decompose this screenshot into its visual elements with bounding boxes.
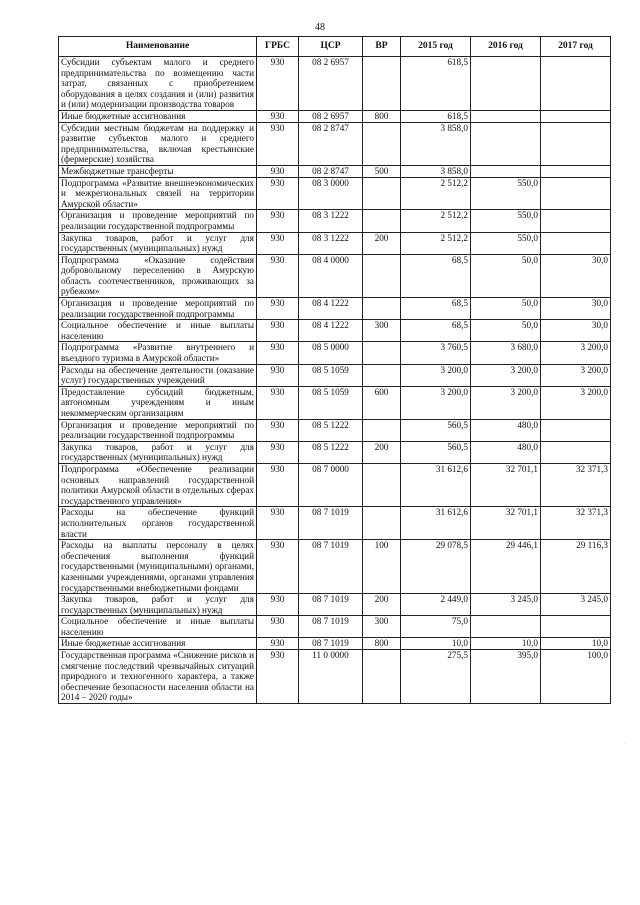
cell-2015: 2 512,2 (401, 177, 471, 210)
cell-grbs: 930 (257, 342, 299, 364)
cell-vr: 200 (363, 232, 401, 254)
table-row (59, 650, 611, 704)
cell-2015: 68,5 (401, 298, 471, 320)
cell-name: Субсидии субъектам малого и среднего предпринимательства по возмещению части затрат, связанных с приобретением оборудования в целях создания и (или) развития и (или) модернизации производства товаров (59, 57, 257, 111)
cell-2015: 618,5 (401, 110, 471, 122)
cell-vr: 100 (363, 540, 401, 594)
cell-2017 (541, 165, 611, 177)
cell-2016: 550,0 (471, 177, 541, 210)
header-2015: 2015 год (401, 37, 471, 57)
cell-2015: 3 200,0 (401, 386, 471, 419)
cell-csr: 08 2 6957 (299, 110, 363, 122)
cell-grbs: 930 (257, 463, 299, 506)
cell-name: Иные бюджетные ассигнования (59, 110, 257, 122)
budget-table (58, 36, 611, 704)
cell-2017: 29 116,3 (541, 540, 611, 594)
table-row (59, 320, 611, 342)
cell-2015: 3 858,0 (401, 122, 471, 165)
cell-name: Иные бюджетные ассигнования (59, 638, 257, 650)
cell-name: Закупка товаров, работ и услуг для государственных (муниципальных) нужд (59, 232, 257, 254)
cell-vr: 800 (363, 638, 401, 650)
cell-2015: 275,5 (401, 650, 471, 704)
table-row (59, 594, 611, 616)
cell-vr (363, 650, 401, 704)
cell-vr (363, 342, 401, 364)
cell-grbs: 930 (257, 177, 299, 210)
header-name: Наименование (59, 37, 257, 57)
cell-2017: 32 371,3 (541, 507, 611, 540)
cell-grbs: 930 (257, 507, 299, 540)
cell-csr: 08 3 0000 (299, 177, 363, 210)
table-row (59, 463, 611, 506)
cell-grbs: 930 (257, 594, 299, 616)
cell-2017: 3 200,0 (541, 386, 611, 419)
cell-grbs: 930 (257, 110, 299, 122)
cell-2015: 75,0 (401, 616, 471, 638)
table-row (59, 386, 611, 419)
cell-csr: 08 7 1019 (299, 540, 363, 594)
cell-name: Организация и проведение мероприятий по реализации государственной подпрограммы (59, 419, 257, 441)
cell-vr (363, 364, 401, 386)
cell-name: Закупка товаров, работ и услуг для государственных (муниципальных) нужд (59, 594, 257, 616)
cell-vr (363, 298, 401, 320)
cell-name: Подпрограмма «Обеспечение реализации основных направлений государственной политики Амурской области в отдельных сферах государственного управления» (59, 463, 257, 506)
cell-2017: 30,0 (541, 320, 611, 342)
cell-2017: 3 200,0 (541, 364, 611, 386)
cell-2017: 3 245,0 (541, 594, 611, 616)
table-body (59, 57, 611, 704)
cell-grbs: 930 (257, 364, 299, 386)
table-row (59, 616, 611, 638)
cell-csr: 11 0 0000 (299, 650, 363, 704)
cell-vr (363, 57, 401, 111)
cell-2015: 2 512,2 (401, 210, 471, 232)
cell-grbs: 930 (257, 650, 299, 704)
cell-2016: 3 680,0 (471, 342, 541, 364)
cell-2015: 31 612,6 (401, 463, 471, 506)
cell-vr (363, 122, 401, 165)
cell-2017 (541, 616, 611, 638)
cell-2015: 68,5 (401, 254, 471, 297)
cell-name: Закупка товаров, работ и услуг для государственных (муниципальных) нужд (59, 441, 257, 463)
cell-grbs: 930 (257, 616, 299, 638)
cell-2016 (471, 57, 541, 111)
table-row (59, 419, 611, 441)
cell-name: Подпрограмма «Оказание содействия добровольному переселению в Амурскую область соотечественников, проживающих за рубежом» (59, 254, 257, 297)
cell-grbs: 930 (257, 638, 299, 650)
cell-grbs: 930 (257, 122, 299, 165)
cell-2016: 480,0 (471, 441, 541, 463)
cell-csr: 08 5 1059 (299, 364, 363, 386)
cell-2015: 560,5 (401, 441, 471, 463)
cell-2017 (541, 122, 611, 165)
cell-grbs: 930 (257, 441, 299, 463)
cell-2015: 29 078,5 (401, 540, 471, 594)
cell-csr: 08 7 1019 (299, 507, 363, 540)
cell-csr: 08 3 1222 (299, 210, 363, 232)
cell-2016: 50,0 (471, 298, 541, 320)
cell-vr: 300 (363, 320, 401, 342)
cell-2016: 3 245,0 (471, 594, 541, 616)
cell-2015: 68,5 (401, 320, 471, 342)
cell-2016: 480,0 (471, 419, 541, 441)
page-number: 48 (315, 22, 325, 33)
table-row (59, 298, 611, 320)
cell-grbs: 930 (257, 298, 299, 320)
cell-2016: 50,0 (471, 320, 541, 342)
cell-2016 (471, 110, 541, 122)
cell-2016: 550,0 (471, 210, 541, 232)
cell-2016: 32 701,1 (471, 507, 541, 540)
cell-2016: 29 446,1 (471, 540, 541, 594)
cell-grbs: 930 (257, 165, 299, 177)
table-row (59, 507, 611, 540)
table-row (59, 540, 611, 594)
cell-csr: 08 3 1222 (299, 232, 363, 254)
cell-name: Подпрограмма «Развитие внешнеэкономических и межрегиональных связей на территории Амурской области» (59, 177, 257, 210)
cell-grbs: 930 (257, 320, 299, 342)
cell-2016: 3 200,0 (471, 386, 541, 419)
cell-grbs: 930 (257, 210, 299, 232)
cell-name: Межбюджетные трансферты (59, 165, 257, 177)
table-row (59, 342, 611, 364)
cell-csr: 08 7 1019 (299, 638, 363, 650)
cell-2017: 32 371,3 (541, 463, 611, 506)
cell-2017 (541, 419, 611, 441)
cell-csr: 08 7 1019 (299, 594, 363, 616)
cell-2017: 100,0 (541, 650, 611, 704)
table-row (59, 254, 611, 297)
cell-name: Подпрограмма «Развитие внутреннего и въездного туризма в Амурской области» (59, 342, 257, 364)
cell-csr: 08 4 1222 (299, 320, 363, 342)
header-grbs: ГРБС (257, 37, 299, 57)
cell-vr (363, 177, 401, 210)
cell-2015: 10,0 (401, 638, 471, 650)
cell-csr: 08 7 1019 (299, 616, 363, 638)
cell-2016: 10,0 (471, 638, 541, 650)
cell-name: Расходы на выплаты персоналу в целях обеспечения выполнения функций государственными (муниципальными) органами, казенными учреждениями, органами управления государственными внебюджетными фондами (59, 540, 257, 594)
cell-2017 (541, 57, 611, 111)
cell-2017: 30,0 (541, 298, 611, 320)
cell-name: Социальное обеспечение и иные выплаты населению (59, 320, 257, 342)
cell-name: Социальное обеспечение и иные выплаты населению (59, 616, 257, 638)
table-row (59, 638, 611, 650)
cell-vr: 600 (363, 386, 401, 419)
cell-vr (363, 254, 401, 297)
cell-grbs: 930 (257, 386, 299, 419)
table-header-row (59, 37, 611, 57)
cell-2016 (471, 122, 541, 165)
margin-mark: · (624, 740, 627, 748)
cell-2015: 2 449,0 (401, 594, 471, 616)
cell-2015: 560,5 (401, 419, 471, 441)
cell-2016: 3 200,0 (471, 364, 541, 386)
cell-vr (363, 210, 401, 232)
cell-2017 (541, 177, 611, 210)
cell-vr (363, 463, 401, 506)
table-row (59, 57, 611, 111)
cell-csr: 08 2 6957 (299, 57, 363, 111)
cell-2017 (541, 210, 611, 232)
table-row (59, 122, 611, 165)
cell-csr: 08 5 1222 (299, 441, 363, 463)
cell-csr: 08 5 1222 (299, 419, 363, 441)
table-row (59, 232, 611, 254)
cell-name: Предоставление субсидий бюджетным, автономным учреждениям и иным некоммерческим организациям (59, 386, 257, 419)
cell-csr: 08 2 8747 (299, 122, 363, 165)
cell-2015: 2 512,2 (401, 232, 471, 254)
cell-csr: 08 2 8747 (299, 165, 363, 177)
cell-vr (363, 507, 401, 540)
cell-2015: 3 760,5 (401, 342, 471, 364)
cell-2017 (541, 441, 611, 463)
header-2017: 2017 год (541, 37, 611, 57)
cell-2015: 31 612,6 (401, 507, 471, 540)
cell-2016: 550,0 (471, 232, 541, 254)
cell-csr: 08 7 0000 (299, 463, 363, 506)
cell-vr: 300 (363, 616, 401, 638)
cell-2017: 30,0 (541, 254, 611, 297)
cell-name: Расходы на обеспечение деятельности (оказание услуг) государственных учреждений (59, 364, 257, 386)
cell-vr (363, 419, 401, 441)
cell-csr: 08 5 1059 (299, 386, 363, 419)
cell-name: Государственная программа «Снижение рисков и смягчение последствий чрезвычайных ситуаций природного и техногенного характера, а также обеспечение безопасности населения области на 2014 – 2020 годы» (59, 650, 257, 704)
cell-grbs: 930 (257, 254, 299, 297)
cell-csr: 08 4 1222 (299, 298, 363, 320)
cell-2016 (471, 165, 541, 177)
table-row (59, 210, 611, 232)
cell-csr: 08 5 0000 (299, 342, 363, 364)
cell-2015: 3 858,0 (401, 165, 471, 177)
cell-vr: 200 (363, 441, 401, 463)
cell-name: Субсидии местным бюджетам на поддержку и развитие субъектов малого и среднего предпринимательства, включая крестьянские (фермерские) хозяйства (59, 122, 257, 165)
cell-name: Организация и проведение мероприятий по реализации государственной подпрограммы (59, 210, 257, 232)
cell-name: Расходы на обеспечение функций исполнительных органов государственной власти (59, 507, 257, 540)
cell-vr: 800 (363, 110, 401, 122)
header-2016: 2016 год (471, 37, 541, 57)
cell-grbs: 930 (257, 232, 299, 254)
cell-vr: 500 (363, 165, 401, 177)
cell-2015: 618,5 (401, 57, 471, 111)
cell-grbs: 930 (257, 57, 299, 111)
table-row (59, 110, 611, 122)
cell-vr: 200 (363, 594, 401, 616)
cell-csr: 08 4 0000 (299, 254, 363, 297)
table-row (59, 177, 611, 210)
cell-2017 (541, 232, 611, 254)
cell-2015: 3 200,0 (401, 364, 471, 386)
cell-grbs: 930 (257, 540, 299, 594)
table-row (59, 441, 611, 463)
cell-2017: 3 200,0 (541, 342, 611, 364)
table-row (59, 165, 611, 177)
header-csr: ЦСР (299, 37, 363, 57)
cell-2017: 10,0 (541, 638, 611, 650)
table-row (59, 364, 611, 386)
header-vr: ВР (363, 37, 401, 57)
cell-2016: 32 701,1 (471, 463, 541, 506)
cell-2016: 50,0 (471, 254, 541, 297)
cell-2017 (541, 110, 611, 122)
cell-grbs: 930 (257, 419, 299, 441)
cell-2016 (471, 616, 541, 638)
cell-name: Организация и проведение мероприятий по реализации государственной подпрограммы (59, 298, 257, 320)
cell-2016: 395,0 (471, 650, 541, 704)
